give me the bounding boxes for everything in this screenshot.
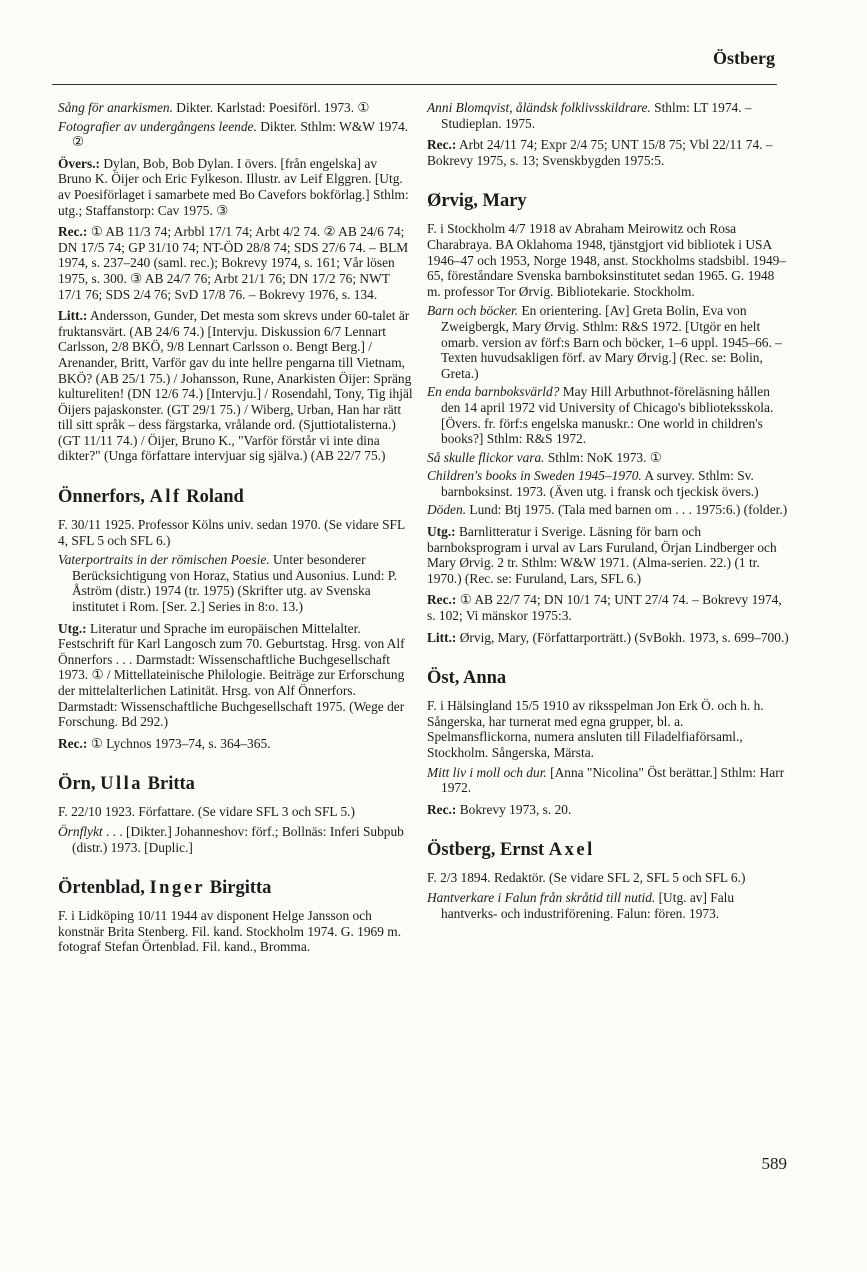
entry-ortenblad (58, 877, 413, 955)
entry-continuation-right (427, 100, 789, 168)
entry-heading: Örtenblad, Inger Birgitta (58, 878, 272, 899)
entry-onnerfors (58, 486, 413, 751)
work-item: Children's books in Sweden 1945–1970. A survey. Sthlm: Sv. barnboksinst. 1973. (Även utg. i fransk och tjeckisk övers.) (427, 468, 759, 499)
entry-heading: Örn, Ulla Britta (58, 774, 195, 795)
bio-paragraph: F. 22/10 1923. Författare. (Se vidare SFL 3 och SFL 5.) (58, 804, 355, 820)
work-item: Sång för anarkismen. Dikter. Karlstad: Poesiförl. 1973. ① (58, 100, 370, 115)
bio-paragraph: F. i Stockholm 4/7 1918 av Abraham Meirowitz och Rosa Charabraya. BA Oklahoma 1948, tjänstgjort vid bibliotek i USA 1946–47 och 1953, Norge 1948, anst. Stockholms stadsbibl. 1949–65, föreståndare Svenska barnboksinstitutet sedan 1965. G. 1948 m. professor Tor Ørvig. Bibliotekarie. Stockholm. (427, 221, 787, 299)
entry-heading: Öst, Anna (427, 668, 507, 689)
reviews-paragraph: Rec.: ① AB 11/3 74; Arbbl 17/1 74; Arbt 4/2 74. ② AB 24/6 74; DN 17/5 74; GP 31/10 74; NT-ÖD 28/8 74; SDS 27/6 74. – BLM 1974, s. 237–240 (saml. rec.); Bokrevy 1974, s. 161; Vår lösen 1975, s. 300. ③ AB 24/7 76; Arbt 21/1 76; DN 17/2 76; NWT 17/1 76; SDS 2/4 76; SvD 17/8 76. – Bokrevy 1976, s. 134. (58, 224, 409, 302)
bio-paragraph: F. i Lidköping 10/11 1944 av disponent Helge Jansson och konstnär Brita Stenberg. Fil. kand. Stockholm 1974. G. 1969 m. fotograf Stefan Örtenblad. Fil. kand., Bromma. (58, 908, 402, 955)
right-column (427, 100, 789, 924)
bio-paragraph: F. i Hälsingland 15/5 1910 av riksspelman Jon Erk Ö. och h. h. Sångerska, har turnerat med egna grupper, bl. a. Spelmansflickorna, numera ansluten till Filadelfiaförsaml., Stockholm. Sångerska, Märsta. (427, 698, 764, 760)
reviews-paragraph: Rec.: ① AB 22/7 74; DN 10/1 74; UNT 27/4 74. – Bokrevy 1974, s. 102; Vi mänskor 1975:3. (427, 592, 782, 624)
reviews-paragraph: Rec.: Arbt 24/11 74; Expr 2/4 75; UNT 15/8 75; Vbl 22/11 74. – Bokrevy 1975, s. 13; Svenskbygden 1975:5. (427, 137, 773, 168)
running-head: Östberg (713, 48, 775, 68)
bio-paragraph: F. 30/11 1925. Professor Kölns univ. sedan 1970. (Se vidare SFL 4, SFL 5 och SFL 6.) (58, 517, 405, 548)
work-item: Hantverkare i Falun från skråtid till nutid. [Utg. av] Falu hantverks- och industriförening. Falun: fören. 1973. (427, 889, 735, 921)
work-item: En enda barnboksvärld? May Hill Arbuthnot-föreläsning hållen den 14 april 1972 vid University of Chicago's biblioteksskola. [Övers. fr. förf:s engelska manuskr.: One world in children's books?] Sthlm: R&S 1972. (427, 384, 774, 447)
entry-orvig (427, 190, 789, 645)
reviews-paragraph: Rec.: Bokrevy 1973, s. 20. (427, 801, 572, 817)
work-item: Döden. Lund: Btj 1975. (Tala med barnen om . . . 1975:6.) (folder.) (427, 502, 788, 518)
entry-heading: Östberg, Ernst Axel (427, 840, 595, 861)
work-item: Vaterportraits in der römischen Poesie. Unter besonderer Berücksichtigung von Horaz, Statius und Ausonius. Lund: P. Åström (distr.) 1974 (tr. 1975) (Skrifter utg. av Svenska institutet i Rom. [Ser. 2.] Series in 8:o. 13.) (58, 552, 398, 615)
literature-paragraph: Litt.: Ørvig, Mary, (Författarporträtt.) (SvBokh. 1973, s. 699–700.) (427, 629, 789, 645)
page-number: 589 (761, 1154, 787, 1173)
entry-ost (427, 667, 789, 817)
work-item: Så skulle flickor vara. Sthlm: NoK 1973. ① (427, 449, 662, 465)
bio-paragraph: F. 2/3 1894. Redaktör. (Se vidare SFL 2, SFL 5 och SFL 6.) (427, 870, 746, 886)
entry-heading: Ørvig, Mary (427, 191, 527, 212)
work-item: Barn och böcker. En orientering. [Av] Greta Bolin, Eva von Zweigbergk, Mary Ørvig. Sthlm: R&S 1972. [Utgör en helt omarb. version av förf:s Barn och böcker, 1–6 uppl. 1945–66. – Texten huvudsakligen förf. av Mary Ørvig.] (Rec. se: Bolin, Greta.) (427, 303, 782, 381)
editor-paragraph: Utg.: Literatur und Sprache im europäischen Mittelalter. Festschrift für Karl Langosch zum 70. Geburtstag. Hrsg. von Alf Önnerfors . . . Darmstadt: Wissenschaftliche Buchgesellschaft 1973. ① / Mittellateinische Philologie. Beiträge zur Erforschung der mittelalterlichen Latinität. Hrsg. von Alf Önnerfors. Darmstadt: Wissenschaftliche Buchgesellschaft 1975. (Wege der Forschung. Bd 292.) (58, 620, 405, 730)
translations-paragraph: Övers.: Dylan, Bob, Bob Dylan. I övers. [från engelska] av Bruno K. Öijer och Eric Fylkeson. Illustr. av Leif Elggren. [Utg. av Poesiförlaget i samarbete med Bo Cavefors bokförlag.] Sthlm: utg.; Staffanstorp: Cav 1975. ③ (58, 155, 409, 218)
editor-paragraph: Utg.: Barnlitteratur i Sverige. Läsning för barn och barnboksprogram i urval av Lars Furuland, Örjan Lindberger och Mary Ørvig. 2 tr. Sthlm: W&W 1971. (Alma-serien. 22.) (1 tr. 1970.) (Rec. se: Furuland, Lars, SFL 6.) (427, 524, 777, 586)
left-column (58, 100, 413, 959)
work-item: Örnflykt . . . [Dikter.] Johanneshov: förf.; Bollnäs: Inferi Subpub (distr.) 1973. [Duplic.] (58, 823, 404, 855)
entry-orn (58, 773, 413, 855)
entry-heading: Önnerfors, Alf Roland (58, 487, 244, 508)
entry-ostberg (427, 839, 789, 921)
reviews-paragraph: Rec.: ① Lychnos 1973–74, s. 364–365. (58, 735, 271, 751)
work-item: Mitt liv i moll och dur. [Anna "Nicolina" Öst berättar.] Sthlm: Harr 1972. (427, 764, 785, 796)
entry-continuation-left (58, 100, 413, 464)
work-item: Anni Blomqvist, åländsk folklivsskildrare. Sthlm: LT 1974. – Studieplan. 1975. (427, 100, 752, 131)
header-rule (52, 84, 777, 85)
literature-paragraph: Litt.: Andersson, Gunder, Det mesta som skrevs under 60-talet är fruktansvärt. (AB 24/6 74.) [Intervju. Diskussion 6/7 Lennart Carlsson, 2/8 BKÖ, 9/8 Lennart Carlsson o. Bengt Berg.] / Arenander, Britt, Varför gav du inte hellre pengarna till Vietnam, BKÖ? (AB 25/1 75.) / Johansson, Rune, Anarkisten Öijer: Spräng kultureliten! (DN 12/6 74.) [Intervju.] / Rosendahl, Tony, Tig ihjäl Öijers pajaskonster. (GT 29/1 75.) / Wiberg, Urban, Han har rätt till sitt språk – dess färgstarka, vrålande ord. (Sjuttiotalisterna.) (GT 11/11 74.) / Öijer, Bruno K., "Varför förstår vi inte dina dikter?" (Unga författare intervjuar sig själva.) (AB 22/7 75.) (58, 308, 413, 464)
work-item: Fotografier av undergångens leende. Dikter. Sthlm: W&W 1974. ② (58, 118, 409, 150)
